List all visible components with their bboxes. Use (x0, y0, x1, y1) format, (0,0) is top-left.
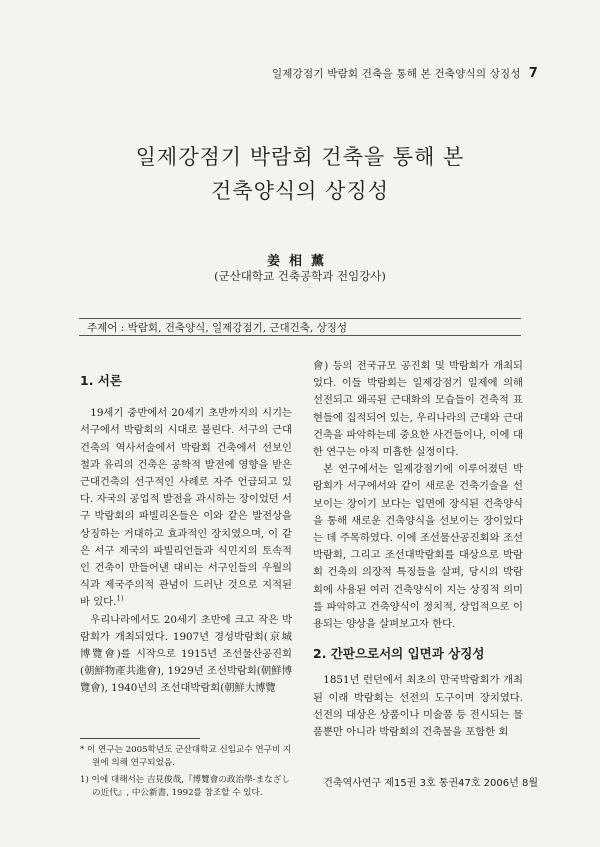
section-2-heading: 2. 간판으로서의 입면과 상징성 (313, 646, 485, 662)
section-2-paragraph-1: 1851년 런던에서 최초의 만국박람회가 개최된 이래 박람회는 선전의 도구이며 장치였다. 선전의 대상은 상품이나 미술품 등 전시되는 물품뿐만 아니라 박람회의 건축물을 포함한 회 (313, 674, 523, 739)
left-column (80, 372, 292, 698)
footnote-1: 1) 이에 대해서는 吉見俊哉,『博覽會の政治學-まなざしの近代』, 中公新書, 1992를 참조할 수 있다. (80, 775, 290, 798)
right-column (313, 358, 523, 741)
title-line-1: 일제강점기 박람회 건축을 통해 본 (135, 145, 465, 169)
running-title: 일제강점기 박람회 건축을 통해 본 건축양식의 상징성 (271, 68, 521, 80)
author-name: 姜相薰 (266, 254, 333, 269)
section-1-heading: 1. 서론 (80, 373, 122, 388)
author-affiliation: (군산대학교 건축공학과 전임강사) (214, 269, 386, 283)
page-number: 7 (528, 66, 538, 81)
footnote-ref-1: 1) (116, 595, 124, 604)
footnote-star: * 이 연구는 2005학년도 군산대학교 신임교수 연구비 지원에 의해 연구되었음. (80, 745, 292, 768)
paper-title (0, 140, 600, 208)
running-header (272, 66, 538, 81)
section-1-paragraph-4: 본 연구에서는 일제강점기에 이루어졌던 박람회가 서구에서와 같이 새로운 건축기술을 선보이는 장이기 보다는 입면에 장식된 건축양식을 통해 새로운 건축양식을 선보이는 장이었다는 데 주목하였다. 이에 조선물산공진회와 조선박람회, 그리고 조선대박람회를 대상으로 박람회 건축의 의장적 특징들을 살펴, 당시의 박람회에 사용된 여러 건축양식이 지는 상징적 의미를 파악하고 건축양식이 정치적, 상업적으로 이용되는 양상을 살펴보고자 한다. (313, 463, 523, 631)
section-1-paragraph-1-text: 19세기 중반에서 20세기 초반까지의 시기는 서구에서 박람회의 시대로 불린다. 서구의 근대 건축의 역사서술에서 박람회 건축에서 선보인 철과 유리의 건축은 공학적 발전에 영향을 받은 근대건축의 선구적인 사례로 자주 언급되고 있다. 자국의 공업적 발전을 과시하는 장이었던 서구 박람회의 파빌리온들은 이와 같은 발전상을 상징하는 거대하고 효과적인 장치였으며, 이 같은 서구 제국의 파빌리언들과 식민지의 토속적인 건축이 만들어낸 대비는 서구인들의 우월의식과 제국주의적 관념이 드러난 것으로 지적된 바 있다. (80, 407, 292, 609)
section-1-paragraph-1 (80, 405, 292, 611)
journal-citation: 건축역사연구 제15권 3호 통권47호 2006년 8월 (323, 778, 538, 789)
keywords-box: 주제어 : 박람회, 건축양식, 일제강점기, 근대건축, 상징성 (79, 318, 521, 336)
section-1-paragraph-3: 會) 등의 전국규모 공진회 및 박람회가 개최되었다. 이들 박람회는 일제강점기 일제에 의해 선전되고 왜곡된 근대화의 모습들이 건축적 표현들에 집적되어 있는, 우리나라의 근대와 근대건축을 파악하는데 중요한 사건들이나, 이에 대한 연구는 아직 미흡한 실정이다. (313, 360, 523, 459)
footnote-divider (80, 738, 200, 739)
section-1-paragraph-2: 우리나라에서도 20세기 초반에 크고 작은 박람회가 개최되었다. 1907년 경성박람회(京城博覽會)를 시작으로 1915년 조선물산공진회(朝鮮物產共進會), 1929년 조선박람회(朝鮮博覽會), 1940년의 조선대박람회(朝鮮大博覽 (80, 613, 292, 695)
title-line-2: 건축양식의 상징성 (211, 179, 389, 203)
footnotes (80, 744, 294, 804)
